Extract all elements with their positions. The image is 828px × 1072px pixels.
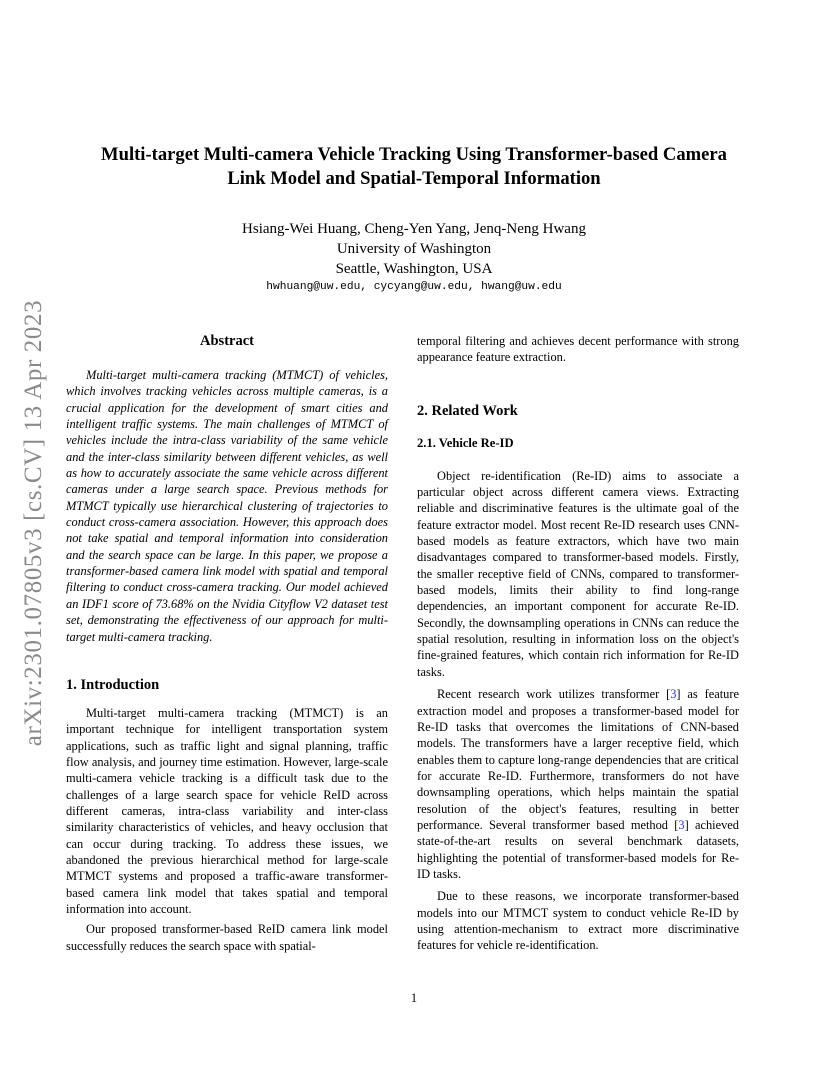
abstract-body: Multi-target multi-camera tracking (MTMCT) of vehicles, which involves tracking vehicles across multiple cameras, is a crucial application for the development of smart cities and intelligent traffic systems. The main challenges of MTMCT of vehicles include the intra-class variability of the same vehicle and the inter-class similarity between different vehicles, as well as how to accurately associate the same vehicle across different cameras under a large search space. Previous methods for MTMCT typically use hierarchical clustering of trajectories to conduct cross-camera association. However, this approach does not take spatial and temporal information into consideration and the search space can be large. In this paper, we propose a transformer-based camera link model with spatial and temporal filtering to conduct cross-camera tracking. Our model achieved an IDF1 score of 73.68% on the Nvidia Cityflow V2 dataset test set, demonstrating the effectiveness of our approach for multi-target multi-camera tracking. [66,368,388,644]
paragraph-2-text-b: ] as feature extraction model and proposes a transformer-based model for Re-ID tasks that overcomes the limitations of CNN-based models. The transformers have a larger receptive field, which enables them to capture long-range dependencies that are critical for accurate Re-ID. Furthermore, transformers do not have downsampling operations, which helps maintain the spatial resolution of the object's features, resulting in better performance. Several transformer based method [ [417,687,739,832]
author-names: Hsiang-Wei Huang, Cheng-Yen Yang, Jenq-Neng Hwang [242,221,586,237]
author-emails: hwhuang@uw.edu, cycyang@uw.edu, hwang@uw.edu [266,281,562,293]
paragraph-2-text-a: Recent research work utilizes transformer [ [437,687,671,702]
vehicle-reid-subheading: 2.1. Vehicle Re-ID [417,435,514,450]
right-column [417,333,739,954]
citation-link[interactable]: 3 [670,687,677,702]
related-work-paragraph-2 [417,686,739,882]
abstract-heading: Abstract [200,333,254,349]
author-location: Seattle, Washington, USA [335,261,493,277]
related-work-paragraph-3: Due to these reasons, we incorporate transformer-based models into our MTMCT system to conduct vehicle Re-ID by using attention-mechanism to extract more discriminative features for vehicle re-identification. [417,889,739,953]
introduction-paragraph-2-continued: temporal filtering and achieves decent performance with strong appearance feature extraction. [417,334,739,365]
related-work-paragraph-1: Object re-identification (Re-ID) aims to associate a particular object across different camera views. Extracting reliable and discriminative features is the ultimate goal of the feature extractor model. Most recent Re-ID research uses CNN-based models as feature extractors, which have two main disadvantages compared to transformer-based models. Firstly, the smaller receptive field of CNNs, compared to transformer-based models, limits their ability to find long-range dependencies, an important component for accurate Re-ID. Secondly, the downsampling operations in CNNs can reduce the spatial resolution, resulting in information loss on the object's fine-grained features, which contain rich information for Re-ID tasks. [417,468,739,679]
introduction-heading: 1. Introduction [66,676,160,693]
author-affiliation: University of Washington [336,241,492,257]
citation-link[interactable]: 3 [678,817,685,832]
author-block [60,219,768,279]
left-column [66,331,388,954]
title-line-1: Multi-target Multi-camera Vehicle Tracking Using Transformer-based Camera [101,144,727,165]
introduction-paragraph-2: Our proposed transformer-based ReID camera link model successfully reduces the search space with spatial- [66,922,388,953]
arxiv-identifier-stamp [14,288,54,758]
related-work-heading: 2. Related Work [417,402,518,419]
page-number: 1 [410,991,418,1005]
paragraph-2-text-c: ] achieved state-of-the-art results on several benchmark datasets, highlighting the potential of transformer-based models for Re-ID tasks. [417,817,739,881]
paper-title [60,143,768,191]
introduction-paragraph-1: Multi-target multi-camera tracking (MTMCT) is an important technique for intelligent transportation system applications, such as traffic light and signal planning, traffic flow analysis, and journey time estimation. However, large-scale multi-camera vehicle tracking is a difficult task due to the challenges of a large search space for vehicle ReID across different cameras, intra-class variability and inter-class similarity characteristics of vehicles, and heavy occlusion that can occur during tracking. To address these issues, we abandoned the previous hierarchical method for large-scale MTMCT systems and proposed a traffic-aware transformer-based camera link model that takes spatial and temporal information into account. [66,705,388,916]
title-line-2: Link Model and Spatial-Temporal Information [227,168,601,189]
arxiv-stamp-text: arXiv:2301.07805v3 [cs.CV] 13 Apr 2023 [20,299,47,747]
